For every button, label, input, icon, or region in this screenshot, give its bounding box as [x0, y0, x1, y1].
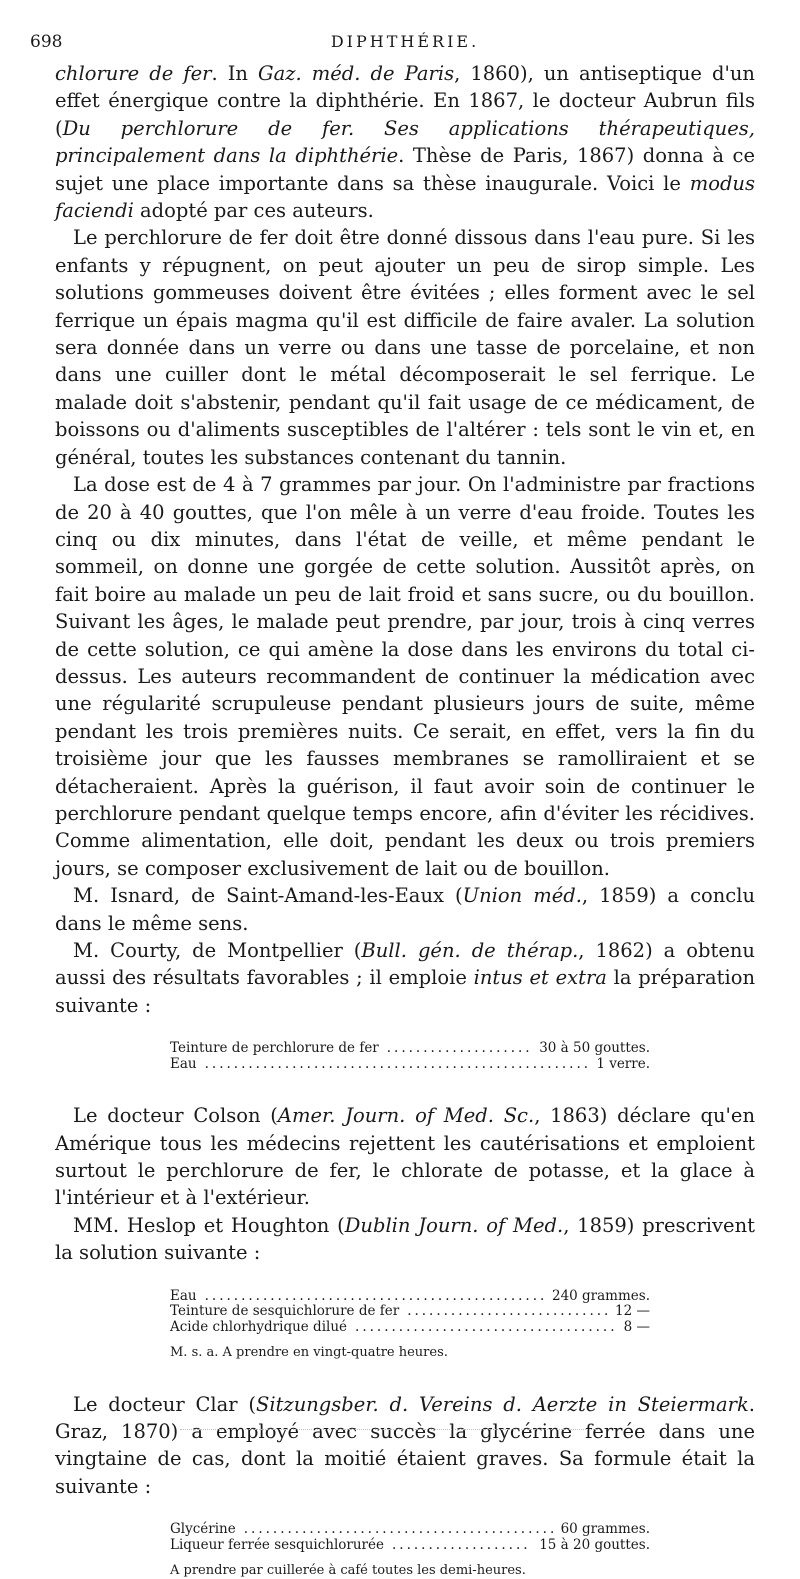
recipe-dose: 1 verre. — [596, 1055, 650, 1072]
paragraph-colson — [55, 1102, 755, 1212]
footer-rule — [180, 1429, 600, 1430]
recipe-ingredient: Acide chlorhydrique dilué — [170, 1318, 348, 1335]
recipe-ingredient: Teinture de perchlorure de fer — [170, 1040, 379, 1057]
recipe-dose: 240 grammes. — [551, 1287, 650, 1304]
paragraph-heslop-houghton — [55, 1212, 755, 1267]
dot-leader — [244, 1522, 553, 1538]
text-run: MM. Heslop et Houghton ( — [73, 1213, 345, 1237]
recipe-row — [170, 1057, 650, 1073]
recipe-dose: 8 — — [623, 1318, 650, 1335]
italic-citation: Dublin Journ. of Med. — [344, 1213, 564, 1237]
dot-leader — [387, 1041, 531, 1057]
recipe-clar — [170, 1522, 650, 1579]
recipe-heslop-houghton — [170, 1289, 650, 1361]
recipe-row — [170, 1304, 650, 1320]
text-run: , 1860), un antiseptique d'un effet énergique contre la diphthérie. En 1867, le docteur Aubrun fils ( — [55, 62, 755, 140]
paragraph-isnard — [55, 882, 755, 937]
recipe-dose: 60 grammes. — [560, 1521, 650, 1538]
text-run: . Thèse de Paris, 1867) donna à ce sujet une place importante dans sa thèse inaugurale. Voici le — [55, 144, 755, 195]
recipe-row — [170, 1320, 650, 1336]
dot-leader — [205, 1289, 544, 1305]
italic-citation: chlorure de fer — [55, 62, 212, 85]
dot-leader — [355, 1320, 616, 1336]
text-run: M. Isnard, de Saint-Amand-les-Eaux ( — [73, 884, 463, 908]
italic-citation: intus et extra — [473, 966, 607, 990]
recipe-note: A prendre par cuillerée à café toutes les demi-heures. — [170, 1563, 526, 1579]
text-run: , 1863) déclare qu'en Amérique tous les médecins rejettent les cautérisations et emploient surtout le perchlorure de fer, le chlorate de potasse, et la glace à l'intérieur et à l'extérieur. — [55, 1104, 756, 1210]
text-run: la préparation suivante : — [55, 966, 756, 1017]
page-number: 698 — [30, 32, 63, 52]
recipe-dose: 12 — — [615, 1303, 650, 1320]
text-run: adopté par ces auteurs. — [133, 199, 374, 223]
text-run: Le docteur Colson ( — [73, 1104, 278, 1128]
text-run: . Graz, 1870) a employé avec succès la glycérine ferrée dans une vingtaine de cas, dont la moitié étaient graves. Sa formule était la suivante : — [55, 1392, 755, 1498]
dot-leader — [392, 1538, 531, 1554]
recipe-dose: 30 à 50 gouttes. — [539, 1040, 650, 1057]
book-page — [30, 24, 756, 1579]
italic-citation: Sitzungsber. d. Vereins d. Aerzte in Steiermark — [255, 1392, 749, 1416]
recipe-courty — [170, 1041, 650, 1072]
italic-citation: Union méd. — [462, 884, 582, 908]
recipe-ingredient: Glycérine — [170, 1521, 236, 1538]
italic-citation: Gaz. méd. de Paris — [258, 62, 455, 85]
recipe-ingredient: Teinture de sesquichlorure de fer — [170, 1303, 400, 1320]
paragraph-courty — [55, 937, 755, 1019]
dot-leader — [205, 1057, 589, 1073]
italic-citation: modus faciendi — [55, 171, 755, 223]
paragraph-dosage: La dose est de 4 à 7 grammes par jour. On l'administre par fractions de 20 à 40 gouttes, que l'on mêle à un verre d'eau froide. Toutes les cinq ou dix minutes, dans l'état de veille, et même pendant le sommeil, on donne une gorgée de cette solution. Aussitôt après, on fait boire au malade un peu de lait froid et sans sucre, ou du bouillon. Suivant les âges, le malade peut prendre, par jour, trois à cinq verres de cette solution, ce qui amène la dose dans les environs du total ci-dessus. Les auteurs recommandent de continuer la médication avec une régularité scrupuleuse pendant plusieurs jours de suite, même pendant les trois premières nuits. Ce serait, en effet, vers la fin du troisième jour que les fausses membranes se ramolliraient et se détacheraient. Après la guérison, il faut avoir soin de continuer le perchlorure pendant quelque temps encore, afin d'éviter les récidives. Comme alimentation, elle doit, pendant les deux ou trois premiers jours, se composer exclusivement de lait ou de bouillon. — [55, 473, 755, 880]
dot-leader — [407, 1304, 607, 1320]
recipe-note: M. s. a. A prendre en vingt-quatre heures. — [170, 1345, 448, 1361]
text-run: . In — [211, 62, 259, 85]
recipe-ingredient: Eau — [170, 1287, 197, 1304]
paragraph-clar — [55, 1391, 755, 1501]
paragraph-administration: Le perchlorure de fer doit être donné dissous dans l'eau pure. Si les enfants y répugnent, on peut ajouter un peu de sirop simple. Les solutions gommeuses doivent être évitées ; elles forment avec le sel ferrique un épais magma qu'il est difficile de faire avaler. La solution sera donnée dans un verre ou dans une tasse de porcelaine, et non dans une cuiller dont le métal décomposerait le sel ferrique. Le malade doit s'abstenir, pendant qu'il fait usage de ce médicament, de boissons ou d'aliments susceptibles de l'altérer : tels sont le vin et, en général, toutes les substances contenant du tannin. — [55, 226, 755, 469]
text-run: , 1859) prescrivent la solution suivante : — [55, 1213, 755, 1265]
paragraph-aubrun — [55, 60, 755, 224]
page-header — [30, 24, 755, 52]
text-run: M. Courty, de Montpellier ( — [73, 939, 362, 962]
italic-citation: Amer. Journ. of Med. Sc. — [277, 1104, 535, 1128]
recipe-dose: 15 à 20 gouttes. — [539, 1536, 650, 1553]
recipe-row — [170, 1522, 650, 1538]
italic-citation: Bull. gén. de thérap. — [361, 939, 579, 962]
recipe-row — [170, 1041, 650, 1057]
italic-citation: Du perchlorure de fer. Ses applications thérapeutiques, principalement dans la diphthérie — [55, 116, 755, 168]
text-run: , 1862) a obtenu aussi des résultats favorables ; il emploie — [55, 939, 755, 990]
recipe-ingredient: Liqueur ferrée sesquichlorurée — [170, 1536, 384, 1553]
running-title: DIPHTHÉRIE. — [330, 32, 480, 51]
text-run: Le docteur Clar ( — [73, 1392, 256, 1416]
recipe-row — [170, 1289, 650, 1305]
recipe-row — [170, 1538, 650, 1554]
recipe-ingredient: Eau — [170, 1055, 197, 1072]
text-run: , 1859) a conclu dans le même sens. — [55, 884, 756, 935]
